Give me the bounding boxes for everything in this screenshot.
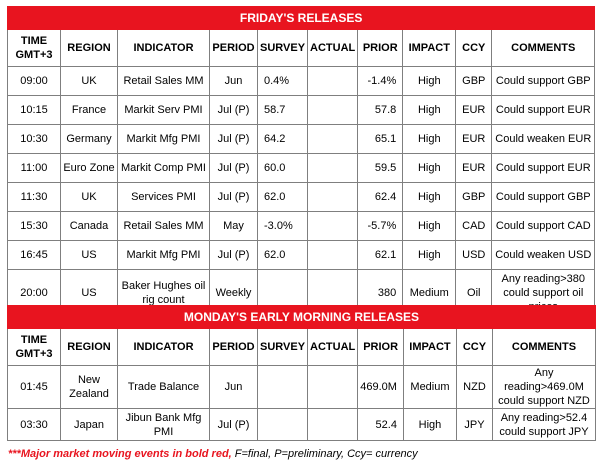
cell-time: 10:15 <box>8 96 61 125</box>
table-header-row <box>8 30 595 67</box>
cell-region: Germany <box>61 125 118 154</box>
cell-prior: 57.8 <box>358 96 403 125</box>
col-ccy: CCY <box>456 30 492 67</box>
cell-period: Jul (P) <box>210 154 258 183</box>
cell-survey: 64.2 <box>258 125 308 154</box>
cell-impact: High <box>403 125 456 154</box>
cell-prior: 59.5 <box>358 154 403 183</box>
table-row <box>8 154 595 183</box>
cell-ccy: EUR <box>456 125 492 154</box>
cell-period: Jun <box>210 67 258 96</box>
monday-releases-table <box>7 305 596 441</box>
cell-period: Weekly <box>210 270 258 317</box>
col-indicator: INDICATOR <box>118 30 210 67</box>
cell-time: 10:30 <box>8 125 61 154</box>
cell-comments: Could weaken EUR <box>492 125 595 154</box>
cell-ccy: EUR <box>456 154 492 183</box>
cell-period: Jun <box>210 366 258 409</box>
cell-prior: 65.1 <box>358 125 403 154</box>
cell-time: 03:30 <box>8 409 61 441</box>
col-time: TIME GMT+3 <box>8 30 61 67</box>
footnote-text: F=final, P=preliminary, Ccy= currency <box>231 448 418 460</box>
table-row <box>8 212 595 241</box>
cell-comments: Could support GBP <box>492 183 595 212</box>
cell-indicator: Retail Sales MM <box>118 67 210 96</box>
cell-actual <box>308 183 358 212</box>
cell-actual <box>308 409 358 441</box>
cell-region: Japan <box>61 409 118 441</box>
col-period: PERIOD <box>210 30 258 67</box>
cell-actual <box>308 366 358 409</box>
cell-comments: Could weaken USD <box>492 241 595 270</box>
cell-actual <box>308 154 358 183</box>
cell-period: Jul (P) <box>210 409 258 441</box>
cell-ccy: GBP <box>456 67 492 96</box>
table-row <box>8 125 595 154</box>
footnote-highlight: ***Major market moving events in bold red, <box>8 448 232 460</box>
monday-title: MONDAY'S EARLY MORNING RELEASES <box>8 306 596 329</box>
cell-impact: High <box>403 96 456 125</box>
cell-comments: Could support EUR <box>492 154 595 183</box>
cell-actual <box>308 212 358 241</box>
cell-ccy: CAD <box>456 212 492 241</box>
cell-comments: Could support EUR <box>492 96 595 125</box>
cell-time: 11:00 <box>8 154 61 183</box>
col-comments: COMMENTS <box>492 30 595 67</box>
cell-survey <box>258 366 308 409</box>
cell-comments: Any reading>469.0M could support NZD <box>492 366 595 409</box>
col-survey: SURVEY <box>258 329 308 366</box>
cell-survey: 58.7 <box>258 96 308 125</box>
cell-region: UK <box>61 67 118 96</box>
col-region: REGION <box>61 329 118 366</box>
cell-survey: -3.0% <box>258 212 308 241</box>
cell-indicator: Baker Hughes oil rig count <box>118 270 210 317</box>
cell-region: France <box>61 96 118 125</box>
cell-time: 11:30 <box>8 183 61 212</box>
cell-period: Jul (P) <box>210 183 258 212</box>
cell-comments: Could support CAD <box>492 212 595 241</box>
col-impact: IMPACT <box>403 30 456 67</box>
cell-region: US <box>61 270 118 317</box>
cell-ccy: EUR <box>456 96 492 125</box>
cell-prior: -5.7% <box>358 212 403 241</box>
cell-impact: High <box>403 241 456 270</box>
cell-survey: 62.0 <box>258 183 308 212</box>
friday-title: FRIDAY'S RELEASES <box>8 7 595 30</box>
table-row <box>8 241 595 270</box>
cell-impact: High <box>403 183 456 212</box>
cell-survey: 0.4% <box>258 67 308 96</box>
col-indicator: INDICATOR <box>118 329 210 366</box>
cell-region: Euro Zone <box>61 154 118 183</box>
col-survey: SURVEY <box>258 30 308 67</box>
cell-prior: 469.0M <box>358 366 404 409</box>
cell-region: UK <box>61 183 118 212</box>
footnote <box>8 448 418 460</box>
cell-indicator: Markit Mfg PMI <box>118 125 210 154</box>
cell-period: May <box>210 212 258 241</box>
cell-region: Canada <box>61 212 118 241</box>
cell-survey <box>258 409 308 441</box>
cell-comments: Could support GBP <box>492 67 595 96</box>
cell-ccy: Oil <box>456 270 492 317</box>
col-ccy: CCY <box>456 329 492 366</box>
cell-indicator: Services PMI <box>118 183 210 212</box>
cell-period: Jul (P) <box>210 96 258 125</box>
cell-impact: High <box>403 212 456 241</box>
col-actual: ACTUAL <box>308 329 358 366</box>
cell-indicator: Markit Serv PMI <box>118 96 210 125</box>
cell-period: Jul (P) <box>210 241 258 270</box>
cell-comments: Any reading>380 could support oil <box>492 270 595 317</box>
table-row <box>8 409 596 441</box>
cell-comments: Any reading>52.4 could support JPY <box>492 409 595 441</box>
cell-period: Jul (P) <box>210 125 258 154</box>
cell-time: 20:00 <box>8 270 61 317</box>
cell-ccy: JPY <box>456 409 492 441</box>
cell-actual <box>308 241 358 270</box>
cell-impact: High <box>403 67 456 96</box>
cell-survey: 62.0 <box>258 241 308 270</box>
col-prior: PRIOR <box>358 30 403 67</box>
col-impact: IMPACT <box>403 329 456 366</box>
cell-indicator: Retail Sales MM <box>118 212 210 241</box>
cell-region: US <box>61 241 118 270</box>
cell-impact: Medium <box>403 366 456 409</box>
cell-prior: 52.4 <box>358 409 404 441</box>
cell-impact: High <box>403 154 456 183</box>
cell-survey: 60.0 <box>258 154 308 183</box>
col-actual: ACTUAL <box>308 30 358 67</box>
col-period: PERIOD <box>210 329 258 366</box>
table-row <box>8 67 595 96</box>
cell-indicator: Markit Mfg PMI <box>118 241 210 270</box>
col-time: TIME GMT+3 <box>8 329 61 366</box>
cell-indicator: Markit Comp PMI <box>118 154 210 183</box>
cell-actual <box>308 125 358 154</box>
cell-time: 15:30 <box>8 212 61 241</box>
table-row <box>8 96 595 125</box>
cell-time: 09:00 <box>8 67 61 96</box>
cell-time: 16:45 <box>8 241 61 270</box>
cell-prior: 62.4 <box>358 183 403 212</box>
friday-releases-table <box>7 6 595 317</box>
cell-prior: -1.4% <box>358 67 403 96</box>
table-header-row <box>8 329 596 366</box>
cell-ccy: USD <box>456 241 492 270</box>
cell-indicator: Jibun Bank Mfg PMI <box>118 409 210 441</box>
cell-actual <box>308 96 358 125</box>
table-row <box>8 183 595 212</box>
cell-region: New Zealand <box>61 366 118 409</box>
cell-time: 01:45 <box>8 366 61 409</box>
cell-indicator: Trade Balance <box>118 366 210 409</box>
cell-ccy: NZD <box>456 366 492 409</box>
col-comments: COMMENTS <box>492 329 595 366</box>
cell-impact: Medium <box>403 270 456 317</box>
cell-impact: High <box>403 409 456 441</box>
col-region: REGION <box>61 30 118 67</box>
cell-prior: 62.1 <box>358 241 403 270</box>
col-prior: PRIOR <box>358 329 404 366</box>
cell-prior: 380 <box>358 270 403 317</box>
cell-ccy: GBP <box>456 183 492 212</box>
cell-actual <box>308 67 358 96</box>
table-row <box>8 366 596 409</box>
